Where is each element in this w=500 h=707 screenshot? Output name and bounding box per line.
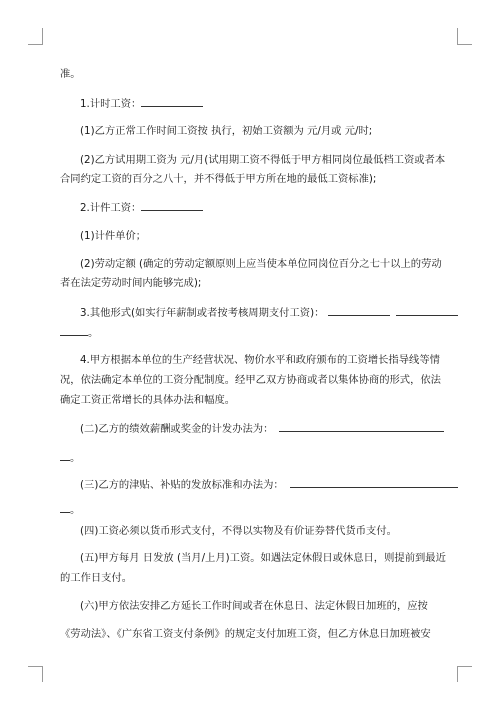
crop-mark-bottom-left-h	[28, 666, 43, 667]
crop-mark-top-right-v	[457, 28, 458, 44]
crop-mark-bottom-right-h	[457, 666, 472, 667]
doc-line-4: (2)乙方试用期工资为 元/月(试用期工资不得低于甲方相同岗位最低档工资或者本	[80, 154, 446, 166]
doc-line-20: (五)甲方每月 日发放 (当月/上月)工资。如遇法定休假日或休息日，则提前到最近	[80, 552, 446, 564]
crop-mark-top-left-v	[42, 28, 43, 44]
doc-line-21: 的工作日支付。	[60, 572, 133, 584]
crop-mark-top-right-h	[457, 44, 472, 45]
doc-line-2: 1.计时工资：	[80, 96, 203, 111]
doc-line-8: (2)劳动定额 (确定的劳动定额原则上应当使本单位同岗位百分之七十以上的劳动	[80, 258, 442, 270]
doc-line-3: (1)乙方正常工作时间工资按 执行，初始工资额为 元/月或 元/时;	[80, 125, 373, 137]
doc-line-17: (三)乙方的津贴、补贴的发放标准和办法为：	[80, 477, 458, 492]
doc-line-5: 合同约定工资的百分之八十，并不得低于甲方所在地的最低工资标准);	[60, 173, 377, 185]
crop-mark-top-left-h	[28, 44, 43, 45]
doc-line-16: 。	[60, 450, 80, 465]
doc-line-1: 准。	[60, 68, 81, 80]
doc-line-7: (1)计件单价；	[80, 230, 147, 242]
crop-mark-bottom-right-v	[457, 666, 458, 682]
doc-line-18: 。	[60, 502, 80, 517]
doc-line-12: 4.甲方根据本单位的生产经营状况、物价水平和政府颁布的工资增长指导线等情	[80, 354, 440, 366]
doc-line-14: 确定工资正常增长的具体办法和幅度。	[60, 394, 236, 406]
doc-line-23: 《劳动法》、《广东省工资支付条例》的规定支付加班工资，但乙方休息日加班被安	[60, 628, 431, 640]
crop-mark-bottom-left-v	[42, 666, 43, 682]
doc-line-13: 况，依法确定本单位的工资分配制度。经甲乙双方协商或者以集体协商的形式，依法	[60, 374, 441, 386]
doc-line-10: 3.其他形式(如实行年薪制或者按考核周期支付工资)：	[80, 305, 458, 320]
doc-line-11: 。	[60, 325, 98, 340]
doc-line-22: (六)甲方依法安排乙方延长工作时间或者在休息日、法定休假日加班的，应按	[80, 600, 428, 612]
doc-line-19: (四)工资必须以货币形式支付，不得以实物及有价证券替代货币支付。	[80, 525, 397, 537]
doc-line-9: 者在法定劳动时间内能够完成);	[60, 277, 202, 289]
doc-line-15: (二)乙方的绩效薪酬或奖金的计发办法为：	[80, 421, 444, 436]
doc-line-6: 2.计件工资：	[80, 200, 203, 215]
